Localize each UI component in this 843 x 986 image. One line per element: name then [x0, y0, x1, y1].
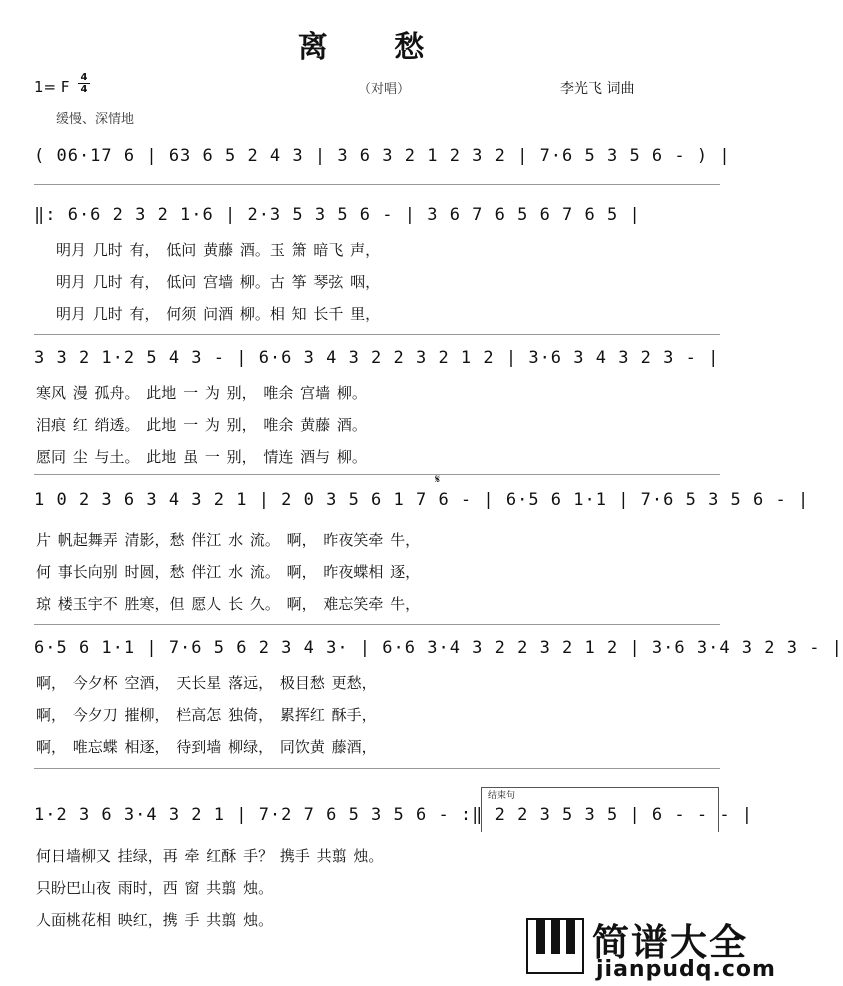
- system-divider: [34, 334, 720, 335]
- piano-key-icon: [566, 920, 575, 954]
- lyric-line: 明月 几时 有， 低问 宫墙 柳。古 筝 琴弦 咽，: [56, 273, 381, 291]
- notation-line-2: ‖: 6·6 2 3 2 1·6 | 2·3 5 3 5 6 - | 3 6 7 6 5 6 7 6 5 |: [34, 205, 641, 225]
- notation-line-3: 3 3 2 1·2 5 4 3 - | 6·6 3 4 3 2 2 3 2 1 2 | 3·6 3 4 3 2 3 - |: [34, 348, 720, 368]
- performance-note: （对唱）: [358, 82, 411, 97]
- lyric-line: 泪痕 红 绡透。 此地 一 为 别， 唯余 黄藤 酒。: [36, 416, 367, 434]
- system-divider: [34, 768, 720, 769]
- key-signature: 1= F: [34, 78, 70, 96]
- system-divider: [34, 184, 720, 185]
- lyric-line: 人面桃花相 映红，携 手 共翦 烛。: [36, 911, 274, 929]
- lyric-line: 何 事长向别 时圆，愁 伴江 水 流。 啊， 昨夜蝶相 逐，: [36, 563, 421, 581]
- system-divider: [34, 624, 720, 625]
- notation-line-6: 1·2 3 6 3·4 3 2 1 | 7·2 7 6 5 3 5 6 - :‖ 2 2 3 5 3 5 | 6 - - - |: [34, 805, 754, 825]
- lyric-line: 琼 楼玉宇不 胜寒，但 愿人 长 久。 啊， 难忘笑牵 牛，: [36, 595, 421, 613]
- notation-line-4: 1 0 2 3 6 3 4 3 2 1 | 2 0 3 5 6 1 7 6 - | 6·5 6 1·1 | 7·6 5 3 5 6 - |: [34, 490, 810, 510]
- lyric-line: 只盼巴山夜 雨时，西 窗 共翦 烛。: [36, 879, 274, 897]
- tempo-marking: 缓慢、深情地: [56, 112, 135, 127]
- author-credit: 李光飞 词曲: [560, 81, 635, 97]
- lyric-line: 明月 几时 有， 低问 黄藤 酒。玉 箫 暗飞 声，: [56, 241, 381, 259]
- piano-logo-icon: [526, 918, 584, 974]
- time-signature-bottom: 4: [78, 83, 90, 95]
- lyric-line: 片 帆起舞弄 清影，愁 伴江 水 流。 啊， 昨夜笑牵 牛，: [36, 531, 421, 549]
- lyric-line: 啊， 今夕刀 摧柳， 栏高怎 独倚， 累挥红 酥手，: [36, 706, 377, 724]
- time-signature: [78, 72, 90, 95]
- lyric-line: 愿同 尘 与土。 此地 虽 一 别， 情连 酒与 柳。: [36, 448, 367, 466]
- system-divider: [34, 474, 720, 475]
- time-signature-top: 4: [80, 72, 88, 83]
- notation-line-1: ( 06·17 6 | 63 6 5 2 4 3 | 3 6 3 2 1 2 3 2 | 7·6 5 3 5 6 - ) |: [34, 146, 731, 166]
- watermark-url: jianpudq.com: [596, 957, 776, 982]
- piano-key-icon: [551, 920, 560, 954]
- watermark-brand: 简谱大全: [592, 921, 748, 964]
- lyric-line: 啊， 唯忘蝶 相逐， 待到墙 柳绿， 同饮黄 藤酒，: [36, 738, 377, 756]
- piano-key-icon: [536, 920, 545, 954]
- segno-sign: 𝄋: [435, 472, 441, 486]
- lyric-line: 寒风 漫 孤舟。 此地 一 为 别， 唯余 宫墙 柳。: [36, 384, 367, 402]
- ending-label: 结束句: [488, 791, 516, 801]
- lyric-line: 明月 几时 有， 何须 问酒 柳。相 知 长千 里，: [56, 305, 381, 323]
- notation-line-5: 6·5 6 1·1 | 7·6 5 6 2 3 4 3· | 6·6 3·4 3 2 2 3 2 1 2 | 3·6 3·4 3 2 3 - |: [34, 638, 843, 658]
- lyric-line: 啊， 今夕杯 空酒， 天长星 落远， 极目愁 更愁，: [36, 674, 377, 692]
- song-title: 离 愁: [297, 30, 453, 65]
- lyric-line: 何日墙柳又 挂绿，再 牵 红酥 手？ 携手 共翦 烛。: [36, 847, 384, 865]
